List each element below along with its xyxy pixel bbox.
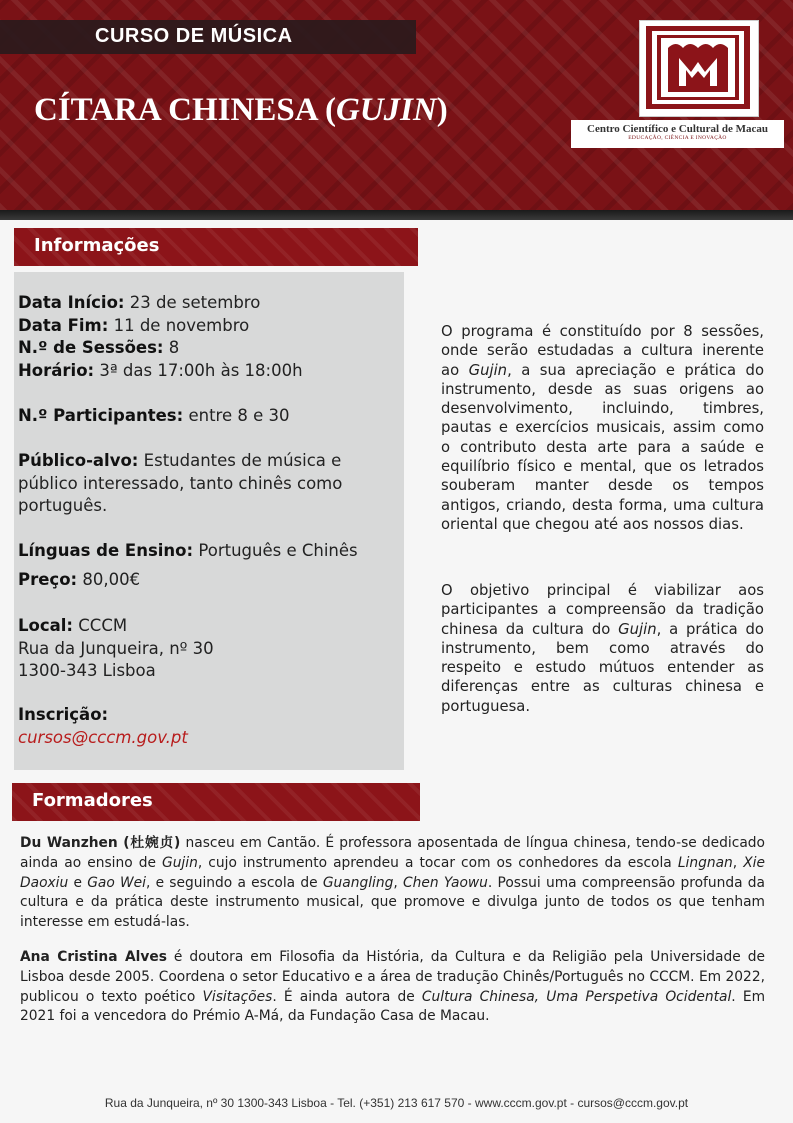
logo-emblem bbox=[646, 26, 750, 109]
page-title: CÍTARA CHINESA (GUJIN) bbox=[34, 92, 448, 128]
info-location: Local: CCCM Rua da Junqueira, nº 30 1300-343 Lisboa bbox=[18, 615, 398, 683]
header-divider bbox=[0, 210, 793, 220]
address-line: Rua da Junqueira, nº 30 bbox=[18, 638, 214, 658]
trainer-bio-ana-cristina-alves: Ana Cristina Alves é doutora em Filosofia da História, da Cultura e da Religião pela Universidade de Lisboa desde 2005. Coordena o setor Educativo e a área de tradução Chinês/Português no CCCM. Em 2022, publicou o texto poético Visitações. É ainda autora de Cultura Chinesa, Uma Perspetiva Ocidental. Em 2021 foi a vencedora do Prémio A-Má, da Fundação Casa de Macau. bbox=[20, 949, 766, 1025]
cccm-m-logo-icon bbox=[639, 20, 759, 117]
info-registration: Inscrição: cursos@cccm.gov.pt bbox=[18, 704, 398, 749]
trainer-bio-du-wanzhen: Du Wanzhen (杜婉贞) nasceu em Cantão. É professora aposentada de língua chinesa, tendo-se dedicado ainda ao ensino de Gujin, cujo instrumento aprendeu a tocar com os conhedores da escola Lingnan, Xie Daoxiu e Gao Wei, e seguindo a escola de Guangling, Chen Yaowu. Possui uma compreensão profunda da cultura e da prática deste instrumento musical, que promove e divulga junto de todos os que tenham interesse em estudá-las. bbox=[20, 835, 765, 931]
info-audience: Público-alvo: Estudantes de música e público interessado, tanto chinês como português. bbox=[18, 451, 343, 515]
logo-caption bbox=[571, 120, 784, 148]
logo-name: Centro Científico e Cultural de Macau bbox=[587, 123, 768, 135]
info-sessions: N.º de Sessões: 8 bbox=[18, 338, 180, 357]
info-end-date: Data Fim: 11 de novembro bbox=[18, 315, 250, 335]
program-description: O programa é constituído por 8 sessões, onde serão estudadas a cultura inerente ao Gujin, a sua apreciação e prática do instrumento, desde as suas origens ao desenvolvimento, incluindo, timbres, pautas e exercícios musicais, assim como o contributo desta arte para a saúde e equilíbrio físico e mental, que os letrados souberam manter desde os tempos antigos, criando, desta forma, uma cultura oriental que chegou até aos nossos dias. bbox=[441, 323, 764, 533]
info-dates bbox=[18, 292, 398, 382]
footer-contact: Rua da Junqueira, nº 30 1300-343 Lisboa - Tel. (+351) 213 617 570 - www.cccm.gov.pt - cursos@cccm.gov.pt bbox=[104, 1096, 689, 1110]
course-label: CURSO DE MÚSICA bbox=[95, 25, 293, 47]
program-objective: O objetivo principal é viabilizar aos participantes a compreensão da tradição chinesa da cultura do Gujin, a prática do instrumento, bem como através do respeito e estudo mútuos entender as diferenças entre as culturas chinesa e portuguesa. bbox=[441, 582, 764, 715]
info-start-date: Data Início: 23 de setembro bbox=[18, 293, 261, 312]
address-line: 1300-343 Lisboa bbox=[18, 661, 156, 680]
info-schedule: Horário: 3ª das 17:00h às 18:00h bbox=[18, 360, 303, 380]
info-participants: N.º Participantes: entre 8 e 30 bbox=[18, 406, 290, 425]
section-header-info: Informações bbox=[14, 228, 418, 266]
section-header-trainers: Formadores bbox=[12, 783, 420, 821]
info-languages: Línguas de Ensino: Português e Chinês bbox=[18, 541, 358, 560]
logo-tagline: EDUCAÇÃO, CIÊNCIA E INOVAÇÃO bbox=[628, 135, 727, 141]
registration-email-link[interactable]: cursos@cccm.gov.pt bbox=[18, 727, 188, 747]
info-price: Preço: 80,00€ bbox=[18, 570, 141, 589]
